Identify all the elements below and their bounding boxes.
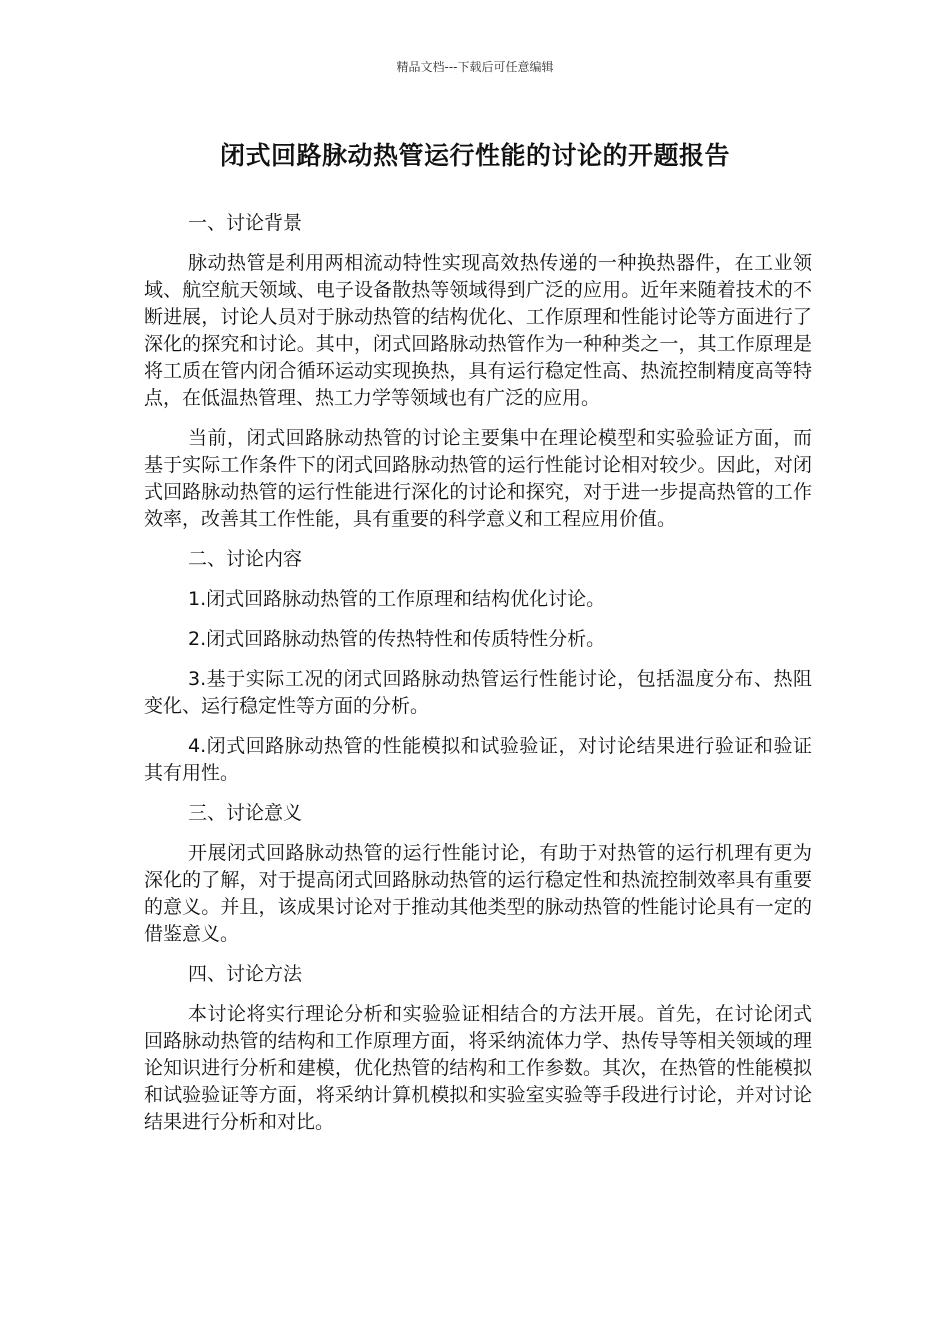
background-paragraph-1: 脉动热管是利用两相流动特性实现高效热传递的一种换热器件，在工业领域、航空航天领域、电子设备散热等领域得到广泛的应用。近年来随着技术的不断进展，讨论人员对于脉动热管的结构优化、工作原理和性能讨论等方面进行了深化的探究和讨论。其中，闭式回路脉动热管作为一种种类之一，其工作原理是将工质在管内闭合循环运动实现换热，具有运行稳定性高、热流控制精度高等特点，在低温热管理、热工力学等领域也有广泛的应用。 (144, 252, 812, 409)
methods-paragraph: 本讨论将实行理论分析和实验验证相结合的方法开展。首先，在讨论闭式回路脉动热管的结构和工作原理方面，将采纳流体力学、热传导等相关领域的理论知识进行分析和建模，优化热管的结构和工作参数。其次，在热管的性能模拟和试验验证等方面，将采纳计算机模拟和实验室实验等手段进行讨论，并对讨论结果进行分析和对比。 (144, 1003, 812, 1133)
content-item-2: 2.闭式回路脉动热管的传热特性和传质特性分析。 (188, 628, 606, 650)
document-body (144, 210, 812, 1149)
section-heading-methods: 四、讨论方法 (188, 963, 303, 985)
content-item-4: 4.闭式回路脉动热管的性能模拟和试验验证，对讨论结果进行验证和验证其有用性。 (144, 735, 812, 784)
content-item-1: 1.闭式回路脉动热管的工作原理和结构优化讨论。 (188, 588, 606, 610)
document-title: 闭式回路脉动热管运行性能的讨论的开题报告 (219, 141, 730, 170)
background-paragraph-2: 当前，闭式回路脉动热管的讨论主要集中在理论模型和实验验证方面，而基于实际工作条件下的闭式回路脉动热管的运行性能讨论相对较少。因此，对闭式回路脉动热管的运行性能进行深化的讨论和探究，对于进一步提高热管的工作效率，改善其工作性能，具有重要的科学意义和工程应用价值。 (144, 427, 812, 530)
section-heading-significance: 三、讨论意义 (188, 802, 303, 824)
header-note: 精品文档---下载后可任意编辑 (396, 60, 554, 74)
content-item-3: 3.基于实际工况的闭式回路脉动热管运行性能讨论，包括温度分布、热阻变化、运行稳定性等方面的分析。 (144, 668, 812, 717)
section-heading-background: 一、讨论背景 (188, 212, 303, 234)
section-heading-content: 二、讨论内容 (188, 548, 303, 570)
significance-paragraph: 开展闭式回路脉动热管的运行性能讨论，有助于对热管的运行机理有更为深化的了解，对于提高闭式回路脉动热管的运行稳定性和热流控制效率具有重要的意义。并且，该成果讨论对于推动其他类型的脉动热管的性能讨论具有一定的借鉴意义。 (144, 842, 812, 945)
